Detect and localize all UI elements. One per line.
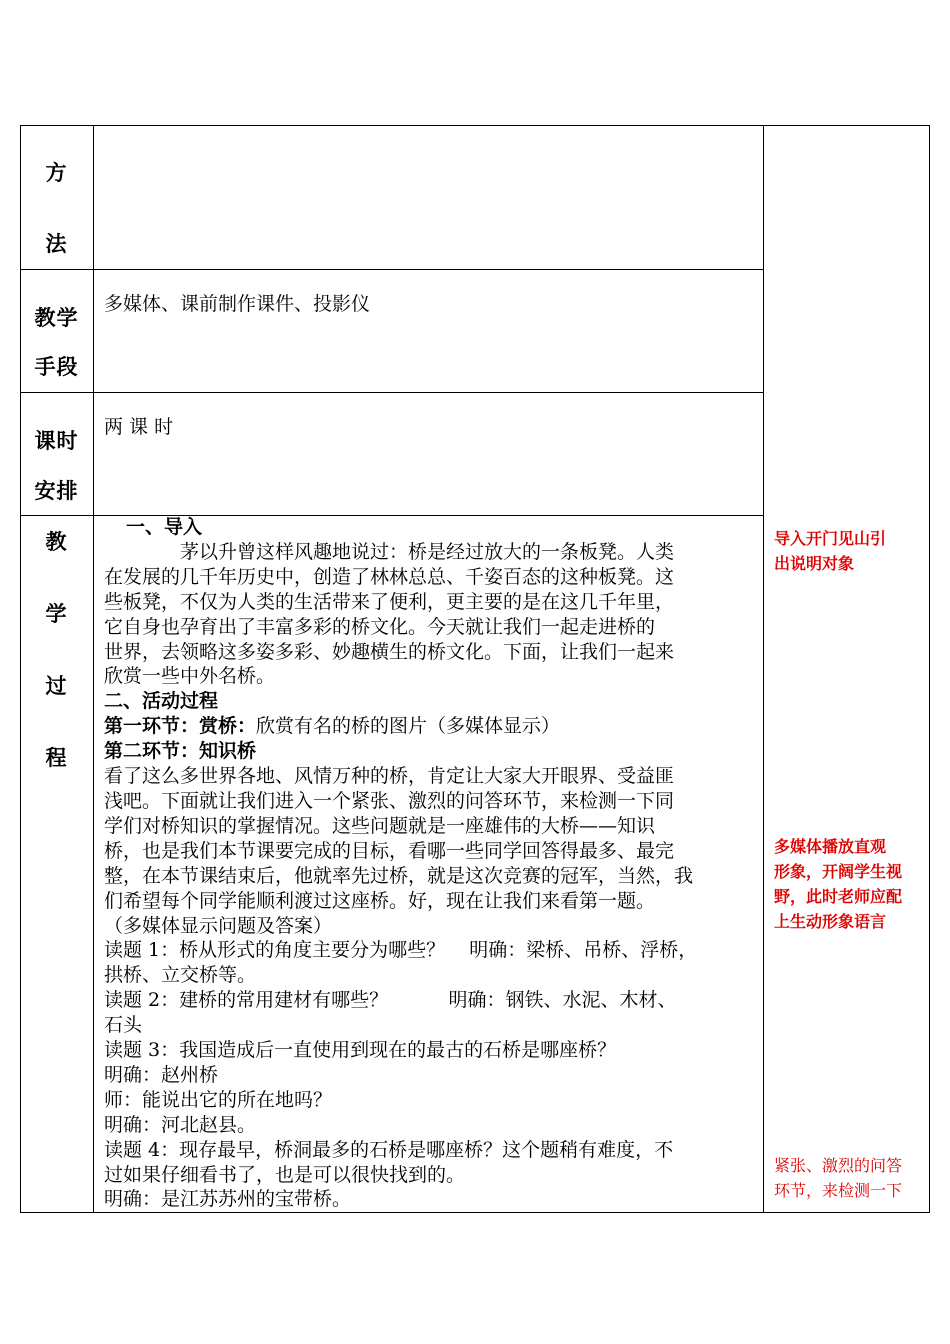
process-line: 明确：河北赵县。 [104,1113,257,1136]
row-label-means-1: 教学 [34,305,79,330]
table-border-left [20,125,21,1213]
process-line: 读题 3：我国造成后一直使用到现在的最古的石桥是哪座桥？ [104,1039,617,1062]
process-step-heading: 第二环节：知识桥 [104,740,257,763]
process-line: 石头 [104,1014,143,1037]
side-note-quiz [774,1153,924,1203]
row-label-means-2: 手段 [34,354,79,379]
side-note-line: 形象，开阔学生视 [774,862,903,881]
row-label-process-4: 程 [45,745,68,770]
side-note-line: 多媒体播放直观 [774,837,887,856]
row-label-hours-1: 课时 [34,428,79,453]
process-line: 些板凳，不仅为人类的生活带来了便利，更主要的是在这几千年里， [104,590,675,613]
row-label-process-3: 过 [45,673,68,698]
process-line: 过如果仔细看书了，也是可以很快找到的。 [104,1163,466,1186]
side-note-line: 导入开门见山引 [774,529,887,548]
process-line: 看了这么多世界各地、风情万种的桥，肯定让大家大开眼界、受益匪 [104,765,675,788]
row-label-method-2: 法 [45,231,68,256]
side-note-line: 环节，来检测一下 [774,1181,903,1200]
process-line [104,714,756,739]
process-line: 明确：赵州桥 [104,1063,219,1086]
row-label-hours-2: 安排 [34,478,79,503]
side-note-line: 上生动形象语言 [774,912,887,931]
hours-content: 两 课 时 [104,416,174,438]
process-line: 一、导入 [126,516,203,538]
process-section-heading: 二、活动过程 [104,690,219,713]
table-border-right [929,125,930,1213]
side-note-intro [774,526,924,576]
row-label-process-1: 教 [45,529,68,554]
process-line: 浅吧。下面就让我们进入一个紧张、激烈的问答环节，来检测一下同 [104,789,675,812]
process-content [104,515,756,1212]
process-line: （多媒体显示问题及答案） [104,914,333,937]
process-line: 们希望每个同学能顺利渡过这座桥。好，现在让我们来看第一题。 [104,889,656,912]
label-column-divider [93,125,94,1213]
process-line: 欣赏一些中外名桥。 [104,665,276,688]
process-step-text: 欣赏有名的桥的图片（多媒体显示） [256,715,561,738]
process-line: 读题 2：建桥的常用建材有哪些？ 明确：钢铁、水泥、木材、 [104,989,677,1012]
process-line: 读题 4：现存最早，桥洞最多的石桥是哪座桥？这个题稍有难度，不 [104,1138,674,1161]
process-line: 拱桥、立交桥等。 [104,964,257,987]
side-note-line: 野，此时老师应配 [774,887,903,906]
row-divider-1 [20,269,764,270]
process-line: 世界，去领略这多姿多彩、妙趣横生的桥文化。下面，让我们一起来 [104,640,675,663]
row-label-process-2: 学 [45,601,68,626]
process-line: 桥，也是我们本节课要完成的目标，看哪一些同学回答得最多、最完 [104,839,675,862]
side-note-line: 紧张、激烈的问答 [774,1156,903,1175]
process-line: 在发展的几千年历史中，创造了林林总总、千姿百态的这种板凳。这 [104,565,675,588]
row-label-method-1: 方 [45,160,68,185]
notes-column-divider [763,125,764,1213]
table-border-top [20,125,930,126]
process-line: 整，在本节课结束后，他就率先过桥，就是这次竞赛的冠军，当然，我 [104,864,694,887]
row-divider-2 [20,392,764,393]
process-line: 茅以升曾这样风趣地说过：桥是经过放大的一条板凳。人类 [180,540,675,563]
side-note-line: 出说明对象 [774,554,855,573]
process-step-label: 第一环节：赏桥： [104,715,257,738]
means-content: 多媒体、课前制作课件、投影仪 [104,293,371,315]
process-line: 学们对桥知识的掌握情况。这些问题就是一座雄伟的大桥——知识 [104,814,656,837]
process-line: 它自身也孕育出了丰富多彩的桥文化。今天就让我们一起走进桥的 [104,615,656,638]
side-note-multimedia [774,834,924,934]
process-line: 读题 1：桥从形式的角度主要分为哪些？ 明确：梁桥、吊桥、浮桥， [104,939,698,962]
process-line: 明确：是江苏苏州的宝带桥。 [104,1188,352,1211]
process-line: 师：能说出它的所在地吗？ [104,1088,333,1111]
